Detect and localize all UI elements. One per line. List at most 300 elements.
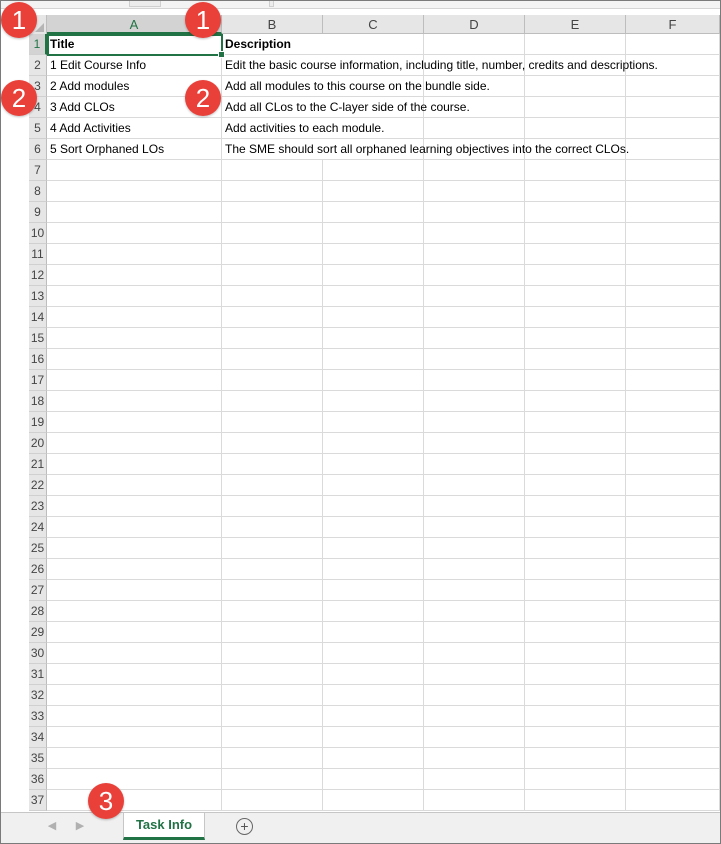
cell-c[interactable] xyxy=(323,643,424,664)
cell-d[interactable] xyxy=(424,433,525,454)
table-row xyxy=(47,496,720,517)
cell-c[interactable] xyxy=(323,412,424,433)
cell-c[interactable] xyxy=(323,307,424,328)
cell-d[interactable] xyxy=(424,748,525,769)
cell-a[interactable] xyxy=(47,601,222,622)
table-row xyxy=(47,307,720,328)
cell-b[interactable] xyxy=(222,664,323,685)
sheet-tab-task-info[interactable]: Task Info xyxy=(123,813,205,840)
cell-e[interactable] xyxy=(525,664,626,685)
table-row xyxy=(47,685,720,706)
cell-c[interactable] xyxy=(323,706,424,727)
cell-f[interactable] xyxy=(626,475,720,496)
cell-c[interactable] xyxy=(323,790,424,811)
cell-d[interactable] xyxy=(424,706,525,727)
cell-f[interactable] xyxy=(626,433,720,454)
cell-a[interactable] xyxy=(47,727,222,748)
cell-f[interactable] xyxy=(626,97,720,118)
cell-e[interactable] xyxy=(525,97,626,118)
cell-d[interactable] xyxy=(424,412,525,433)
column-header-c[interactable]: C xyxy=(323,15,424,34)
cell-e[interactable] xyxy=(525,496,626,517)
table-row xyxy=(47,223,720,244)
cell-e[interactable] xyxy=(525,685,626,706)
column-header-e[interactable]: E xyxy=(525,15,626,34)
cell-c[interactable] xyxy=(323,286,424,307)
prev-sheet-icon[interactable]: ◀ xyxy=(47,820,57,832)
row-header[interactable]: 24 xyxy=(29,517,47,538)
next-sheet-icon[interactable]: ▶ xyxy=(75,820,85,832)
callout-badge-1: 1 xyxy=(185,2,221,38)
cell-b[interactable] xyxy=(222,328,323,349)
cell-c[interactable] xyxy=(323,496,424,517)
ribbon-edge-mark xyxy=(269,1,274,7)
column-header-d[interactable]: D xyxy=(424,15,525,34)
cell-a[interactable] xyxy=(47,454,222,475)
row-header[interactable]: 30 xyxy=(29,643,47,664)
row-header[interactable]: 12 xyxy=(29,265,47,286)
column-header-f[interactable]: F xyxy=(626,15,720,34)
cell-a[interactable] xyxy=(47,496,222,517)
cell-a[interactable] xyxy=(47,622,222,643)
cell-b[interactable]: Description xyxy=(222,34,323,55)
row-header[interactable]: 7 xyxy=(29,160,47,181)
cell-d[interactable] xyxy=(424,244,525,265)
table-row xyxy=(47,454,720,475)
row-header[interactable]: 3 xyxy=(29,76,47,97)
callout-badge-2: 2 xyxy=(1,80,37,116)
ribbon-edge-mark xyxy=(129,1,161,7)
table-row xyxy=(47,622,720,643)
row-header[interactable]: 21 xyxy=(29,454,47,475)
cell-d[interactable] xyxy=(424,370,525,391)
cell-f[interactable] xyxy=(626,391,720,412)
cell-d[interactable] xyxy=(424,181,525,202)
cell-c[interactable] xyxy=(323,223,424,244)
cell-b[interactable] xyxy=(222,622,323,643)
cell-a[interactable] xyxy=(47,307,222,328)
table-row xyxy=(47,769,720,790)
cell-c[interactable] xyxy=(323,475,424,496)
cell-f[interactable] xyxy=(626,307,720,328)
cell-e[interactable] xyxy=(525,76,626,97)
column-header-a[interactable]: A xyxy=(47,15,222,34)
cell-f[interactable] xyxy=(626,139,720,160)
cell-b[interactable]: Add all modules to this course on the bundle side. xyxy=(222,76,323,97)
cell-f[interactable] xyxy=(626,496,720,517)
row-header[interactable]: 25 xyxy=(29,538,47,559)
cell-f[interactable] xyxy=(626,202,720,223)
cell-d[interactable] xyxy=(424,769,525,790)
cell-b[interactable] xyxy=(222,244,323,265)
cell-f[interactable] xyxy=(626,286,720,307)
cell-e[interactable] xyxy=(525,223,626,244)
cell-d[interactable] xyxy=(424,118,525,139)
cell-d[interactable] xyxy=(424,328,525,349)
cell-e[interactable] xyxy=(525,748,626,769)
row-header[interactable]: 6 xyxy=(29,139,47,160)
cell-b[interactable] xyxy=(222,601,323,622)
cell-c[interactable] xyxy=(323,454,424,475)
row-header[interactable]: 26 xyxy=(29,559,47,580)
callout-badge-3: 3 xyxy=(88,783,124,819)
cell-e[interactable] xyxy=(525,580,626,601)
cell-c[interactable] xyxy=(323,433,424,454)
cell-a[interactable]: 4 Add Activities xyxy=(47,118,222,139)
cell-f[interactable] xyxy=(626,328,720,349)
cell-e[interactable] xyxy=(525,769,626,790)
cell-e[interactable] xyxy=(525,328,626,349)
cell-d[interactable] xyxy=(424,790,525,811)
cell-c[interactable] xyxy=(323,517,424,538)
cell-f[interactable] xyxy=(626,412,720,433)
column-header-b[interactable]: B xyxy=(222,15,323,34)
cell-c[interactable] xyxy=(323,664,424,685)
cell-b[interactable] xyxy=(222,286,323,307)
cell-b[interactable] xyxy=(222,391,323,412)
cell-d[interactable] xyxy=(424,601,525,622)
row-header[interactable]: 37 xyxy=(29,790,47,811)
cell-a[interactable] xyxy=(47,538,222,559)
cell-b[interactable] xyxy=(222,727,323,748)
cell-f[interactable] xyxy=(626,643,720,664)
cell-a[interactable] xyxy=(47,349,222,370)
cell-f[interactable] xyxy=(626,160,720,181)
cell-c[interactable] xyxy=(323,769,424,790)
row-header[interactable]: 28 xyxy=(29,601,47,622)
cell-b[interactable] xyxy=(222,748,323,769)
cell-f[interactable] xyxy=(626,538,720,559)
cell-e[interactable] xyxy=(525,433,626,454)
cell-a[interactable]: 5 Sort Orphaned LOs xyxy=(47,139,222,160)
cell-f[interactable] xyxy=(626,727,720,748)
cell-e[interactable] xyxy=(525,286,626,307)
cell-b[interactable]: The SME should sort all orphaned learning objectives into the correct CLOs. xyxy=(222,139,323,160)
cell-e[interactable] xyxy=(525,391,626,412)
cell-f[interactable] xyxy=(626,454,720,475)
cell-c[interactable] xyxy=(323,244,424,265)
cell-d[interactable] xyxy=(424,727,525,748)
cell-a[interactable] xyxy=(47,244,222,265)
row-header[interactable]: 8 xyxy=(29,181,47,202)
table-row xyxy=(47,139,720,160)
cell-c[interactable] xyxy=(323,370,424,391)
cell-f[interactable] xyxy=(626,181,720,202)
cell-f[interactable] xyxy=(626,370,720,391)
table-row xyxy=(47,706,720,727)
cell-a[interactable] xyxy=(47,475,222,496)
cell-e[interactable] xyxy=(525,349,626,370)
table-row xyxy=(47,412,720,433)
row-header[interactable]: 33 xyxy=(29,706,47,727)
row-header[interactable]: 23 xyxy=(29,496,47,517)
cell-f[interactable] xyxy=(626,244,720,265)
row-header[interactable]: 14 xyxy=(29,307,47,328)
cell-d[interactable] xyxy=(424,454,525,475)
cell-b[interactable] xyxy=(222,265,323,286)
cell-b[interactable] xyxy=(222,517,323,538)
cell-a[interactable]: Title xyxy=(47,34,222,55)
row-header[interactable]: 22 xyxy=(29,475,47,496)
cell-a[interactable] xyxy=(47,265,222,286)
cell-f[interactable] xyxy=(626,769,720,790)
cell-c[interactable] xyxy=(323,328,424,349)
row-header[interactable]: 1 xyxy=(29,34,47,55)
cell-a[interactable] xyxy=(47,160,222,181)
cell-f[interactable] xyxy=(626,349,720,370)
cell-b[interactable] xyxy=(222,223,323,244)
cell-e[interactable] xyxy=(525,790,626,811)
cell-b[interactable] xyxy=(222,643,323,664)
cell-f[interactable] xyxy=(626,664,720,685)
cell-b[interactable] xyxy=(222,202,323,223)
cell-e[interactable] xyxy=(525,307,626,328)
row-header[interactable]: 35 xyxy=(29,748,47,769)
cell-b[interactable] xyxy=(222,538,323,559)
cell-f[interactable] xyxy=(626,559,720,580)
row-header[interactable]: 5 xyxy=(29,118,47,139)
cell-f[interactable] xyxy=(626,706,720,727)
cell-c[interactable] xyxy=(323,748,424,769)
cell-c[interactable] xyxy=(323,580,424,601)
cell-d[interactable] xyxy=(424,34,525,55)
row-header[interactable]: 10 xyxy=(29,223,47,244)
cell-d[interactable] xyxy=(424,664,525,685)
cell-f[interactable] xyxy=(626,76,720,97)
table-row xyxy=(47,286,720,307)
cell-c[interactable] xyxy=(323,685,424,706)
cell-d[interactable] xyxy=(424,622,525,643)
cell-e[interactable] xyxy=(525,370,626,391)
cell-a[interactable] xyxy=(47,223,222,244)
cell-e[interactable] xyxy=(525,181,626,202)
cell-a[interactable] xyxy=(47,769,222,790)
cell-a[interactable] xyxy=(47,328,222,349)
left-gutter xyxy=(1,15,29,815)
cell-c[interactable] xyxy=(323,160,424,181)
table-row xyxy=(47,265,720,286)
table-row xyxy=(47,538,720,559)
cell-b[interactable] xyxy=(222,181,323,202)
cell-e[interactable] xyxy=(525,517,626,538)
cell-a[interactable] xyxy=(47,517,222,538)
table-row xyxy=(47,475,720,496)
cell-a[interactable]: 1 Edit Course Info xyxy=(47,55,222,76)
row-header[interactable]: 20 xyxy=(29,433,47,454)
table-row xyxy=(47,160,720,181)
cell-e[interactable] xyxy=(525,643,626,664)
cell-a[interactable] xyxy=(47,790,222,811)
cell-d[interactable] xyxy=(424,223,525,244)
row-header[interactable]: 34 xyxy=(29,727,47,748)
row-header[interactable]: 27 xyxy=(29,580,47,601)
cell-c[interactable] xyxy=(323,349,424,370)
table-row xyxy=(47,790,720,811)
cell-a[interactable] xyxy=(47,706,222,727)
row-header[interactable]: 17 xyxy=(29,370,47,391)
row-header[interactable]: 16 xyxy=(29,349,47,370)
cell-e[interactable] xyxy=(525,34,626,55)
cell-c[interactable] xyxy=(323,265,424,286)
row-header[interactable]: 15 xyxy=(29,328,47,349)
cell-e[interactable] xyxy=(525,265,626,286)
cell-e[interactable] xyxy=(525,202,626,223)
cell-c[interactable] xyxy=(323,538,424,559)
cell-c[interactable] xyxy=(323,34,424,55)
cell-f[interactable] xyxy=(626,34,720,55)
cell-b[interactable] xyxy=(222,706,323,727)
cell-a[interactable] xyxy=(47,643,222,664)
cell-a[interactable] xyxy=(47,748,222,769)
cell-f[interactable] xyxy=(626,118,720,139)
table-row xyxy=(47,391,720,412)
row-header[interactable]: 4 xyxy=(29,97,47,118)
row-header[interactable]: 19 xyxy=(29,412,47,433)
cell-b[interactable] xyxy=(222,475,323,496)
cell-b[interactable] xyxy=(222,433,323,454)
cell-c[interactable] xyxy=(323,622,424,643)
cell-d[interactable] xyxy=(424,286,525,307)
table-row xyxy=(47,76,720,97)
cell-f[interactable] xyxy=(626,622,720,643)
cell-b[interactable] xyxy=(222,412,323,433)
table-row xyxy=(47,118,720,139)
cell-a[interactable] xyxy=(47,412,222,433)
cell-b[interactable]: Edit the basic course information, including title, number, credits and descriptions. xyxy=(222,55,323,76)
cell-a[interactable] xyxy=(47,685,222,706)
table-row xyxy=(47,601,720,622)
cell-a[interactable] xyxy=(47,202,222,223)
cell-c[interactable] xyxy=(323,559,424,580)
cell-b[interactable] xyxy=(222,790,323,811)
cell-a[interactable] xyxy=(47,391,222,412)
table-row xyxy=(47,97,720,118)
table-row xyxy=(47,559,720,580)
cell-a[interactable] xyxy=(47,559,222,580)
cell-e[interactable] xyxy=(525,727,626,748)
cell-c[interactable] xyxy=(323,181,424,202)
cell-c[interactable] xyxy=(323,601,424,622)
cell-d[interactable] xyxy=(424,517,525,538)
cell-f[interactable] xyxy=(626,790,720,811)
cell-d[interactable] xyxy=(424,685,525,706)
cell-d[interactable] xyxy=(424,559,525,580)
table-row xyxy=(47,517,720,538)
cell-f[interactable] xyxy=(626,265,720,286)
cell-e[interactable] xyxy=(525,601,626,622)
add-sheet-icon[interactable]: + xyxy=(236,818,253,835)
table-row xyxy=(47,370,720,391)
cell-d[interactable] xyxy=(424,391,525,412)
cell-a[interactable] xyxy=(47,286,222,307)
cell-e[interactable] xyxy=(525,244,626,265)
cell-f[interactable] xyxy=(626,517,720,538)
row-header[interactable]: 31 xyxy=(29,664,47,685)
cell-d[interactable] xyxy=(424,160,525,181)
cell-b[interactable] xyxy=(222,160,323,181)
cell-d[interactable] xyxy=(424,475,525,496)
cell-a[interactable]: 2 Add modules xyxy=(47,76,222,97)
cell-e[interactable] xyxy=(525,160,626,181)
cell-b[interactable]: Add activities to each module. xyxy=(222,118,323,139)
cell-e[interactable] xyxy=(525,559,626,580)
cell-d[interactable] xyxy=(424,349,525,370)
cell-e[interactable] xyxy=(525,706,626,727)
cell-c[interactable] xyxy=(323,391,424,412)
cell-b[interactable] xyxy=(222,559,323,580)
cell-e[interactable] xyxy=(525,412,626,433)
table-row xyxy=(47,664,720,685)
cell-b[interactable] xyxy=(222,307,323,328)
row-header[interactable]: 18 xyxy=(29,391,47,412)
cell-e[interactable] xyxy=(525,454,626,475)
cell-d[interactable] xyxy=(424,496,525,517)
cell-c[interactable] xyxy=(323,202,424,223)
table-row xyxy=(47,748,720,769)
cell-b[interactable] xyxy=(222,370,323,391)
row-header[interactable]: 11 xyxy=(29,244,47,265)
table-row xyxy=(47,244,720,265)
row-header[interactable]: 2 xyxy=(29,55,47,76)
cell-b[interactable] xyxy=(222,685,323,706)
callout-badge-2: 2 xyxy=(185,80,221,116)
table-row xyxy=(47,580,720,601)
cell-a[interactable] xyxy=(47,370,222,391)
cell-b[interactable]: Add all CLos to the C-layer side of the course. xyxy=(222,97,323,118)
ribbon-edge xyxy=(1,1,720,9)
cell-b[interactable] xyxy=(222,580,323,601)
row-header[interactable]: 13 xyxy=(29,286,47,307)
cell-b[interactable] xyxy=(222,349,323,370)
cell-d[interactable] xyxy=(424,202,525,223)
cell-c[interactable] xyxy=(323,727,424,748)
cell-d[interactable] xyxy=(424,307,525,328)
table-row xyxy=(47,643,720,664)
cell-a[interactable] xyxy=(47,181,222,202)
table-row xyxy=(47,55,720,76)
cell-e[interactable] xyxy=(525,118,626,139)
cell-f[interactable] xyxy=(626,223,720,244)
cell-a[interactable] xyxy=(47,433,222,454)
cell-f[interactable] xyxy=(626,685,720,706)
cell-e[interactable] xyxy=(525,538,626,559)
table-row xyxy=(47,34,720,55)
cell-a[interactable]: 3 Add CLOs xyxy=(47,97,222,118)
cell-d[interactable] xyxy=(424,643,525,664)
cell-b[interactable] xyxy=(222,496,323,517)
cell-d[interactable] xyxy=(424,538,525,559)
row-header[interactable]: 9 xyxy=(29,202,47,223)
cell-d[interactable] xyxy=(424,265,525,286)
row-header[interactable]: 36 xyxy=(29,769,47,790)
cell-f[interactable] xyxy=(626,580,720,601)
table-row xyxy=(47,433,720,454)
cell-a[interactable] xyxy=(47,664,222,685)
callout-badge-1: 1 xyxy=(1,2,37,38)
cell-b[interactable] xyxy=(222,454,323,475)
cell-f[interactable] xyxy=(626,748,720,769)
row-header[interactable]: 29 xyxy=(29,622,47,643)
table-row xyxy=(47,202,720,223)
cell-d[interactable] xyxy=(424,580,525,601)
cell-f[interactable] xyxy=(626,601,720,622)
cell-e[interactable] xyxy=(525,475,626,496)
table-row xyxy=(47,181,720,202)
cell-b[interactable] xyxy=(222,769,323,790)
cell-a[interactable] xyxy=(47,580,222,601)
row-header[interactable]: 32 xyxy=(29,685,47,706)
cell-e[interactable] xyxy=(525,622,626,643)
